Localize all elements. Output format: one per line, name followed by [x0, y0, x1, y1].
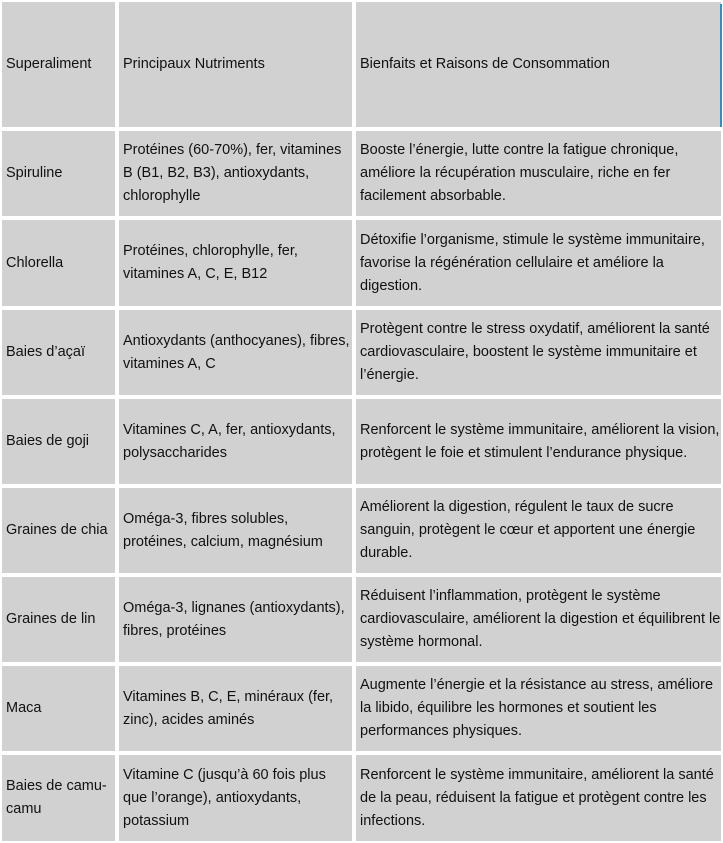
- table-cell-nutriments: [117, 308, 354, 397]
- cell-text: Détoxifie l’organisme, stimule le système immunitaire, favorise la régénération cellulaire et améliore la digestion.: [360, 231, 705, 294]
- table-cell-bienfaits: [354, 486, 723, 575]
- cell-text: Antioxydants (anthocyanes), fibres, vitamines A, C: [123, 332, 350, 372]
- cell-text: Chlorella: [6, 254, 64, 271]
- cell-text: Oméga-3, lignanes (antioxydants), fibres, protéines: [123, 599, 345, 639]
- header-nutriments: [117, 0, 354, 129]
- table-cell-superaliment: [0, 218, 117, 308]
- cell-text: Baies d’açaï: [6, 344, 85, 360]
- table-cell-bienfaits: [354, 397, 723, 486]
- cell-text: Booste l’énergie, lutte contre la fatigue chronique, améliore la récupération musculaire, riche en fer facilement absorbable.: [360, 142, 679, 204]
- header-superaliment: [0, 0, 117, 129]
- table-cell-bienfaits: [354, 218, 723, 308]
- table-cell-nutriments: [117, 753, 354, 843]
- table-cell-nutriments: [117, 664, 354, 753]
- cell-text: Vitamines C, A, fer, antioxydants, polysaccharides: [123, 421, 336, 461]
- header-label: Principaux Nutriments: [123, 56, 265, 72]
- cell-text: Augmente l’énergie et la résistance au stress, améliore la libido, équilibre les hormones et soutient les performances physiques.: [360, 677, 714, 739]
- cell-text: Oméga-3, fibres solubles, protéines, calcium, magnésium: [123, 510, 323, 550]
- cell-text: Réduisent l’inflammation, protègent le système cardiovasculaire, améliorent la digestion et équilibrent le système hormonal.: [360, 588, 721, 650]
- header-bienfaits: [354, 0, 723, 129]
- table-cell-nutriments: [117, 129, 354, 218]
- cell-text: Maca: [6, 700, 42, 716]
- header-accent-line: [720, 4, 722, 127]
- table-cell-bienfaits: [354, 664, 723, 753]
- table-cell-bienfaits: [354, 308, 723, 397]
- cell-text: Baies de camu-camu: [6, 778, 107, 817]
- table-cell-superaliment: [0, 397, 117, 486]
- cell-text: Renforcent le système immunitaire, améliorent la santé de la peau, réduisent la fatigue et protègent contre les infections.: [360, 766, 714, 829]
- table-cell-superaliment: [0, 664, 117, 753]
- cell-text: Vitamines B, C, E, minéraux (fer, zinc), acides aminés: [123, 688, 334, 728]
- header-label: Superaliment: [6, 56, 92, 72]
- table-cell-bienfaits: [354, 575, 723, 664]
- table-cell-nutriments: [117, 397, 354, 486]
- table-cell-superaliment: [0, 129, 117, 218]
- header-label: Bienfaits et Raisons de Consommation: [360, 56, 610, 72]
- cell-text: Graines de lin: [6, 611, 96, 627]
- cell-text: Graines de chia: [6, 522, 108, 538]
- table-cell-bienfaits: [354, 753, 723, 843]
- cell-text: Vitamine C (jusqu’à 60 fois plus que l’orange), antioxydants, potassium: [123, 766, 326, 829]
- table-cell-superaliment: [0, 486, 117, 575]
- cell-text: Protéines (60-70%), fer, vitamines B (B1, B2, B3), antioxydants, chlorophylle: [123, 142, 342, 204]
- table-cell-nutriments: [117, 575, 354, 664]
- cell-text: Protègent contre le stress oxydatif, améliorent la santé cardiovasculaire, boostent le système immunitaire et l’énergie.: [360, 321, 710, 383]
- table-cell-bienfaits: [354, 129, 723, 218]
- cell-text: Renforcent le système immunitaire, améliorent la vision, protègent le foie et stimulent l’endurance physique.: [360, 421, 720, 461]
- table-cell-nutriments: [117, 218, 354, 308]
- cell-text: Améliorent la digestion, régulent le taux de sucre sanguin, protègent le cœur et apportent une énergie durable.: [360, 499, 696, 561]
- cell-text: Spiruline: [6, 165, 63, 181]
- cell-text: Protéines, chlorophylle, fer, vitamines A, C, E, B12: [123, 243, 298, 282]
- table-cell-superaliment: [0, 308, 117, 397]
- table-cell-superaliment: [0, 575, 117, 664]
- cell-text: Baies de goji: [6, 433, 90, 449]
- table-cell-superaliment: [0, 753, 117, 843]
- table-cell-nutriments: [117, 486, 354, 575]
